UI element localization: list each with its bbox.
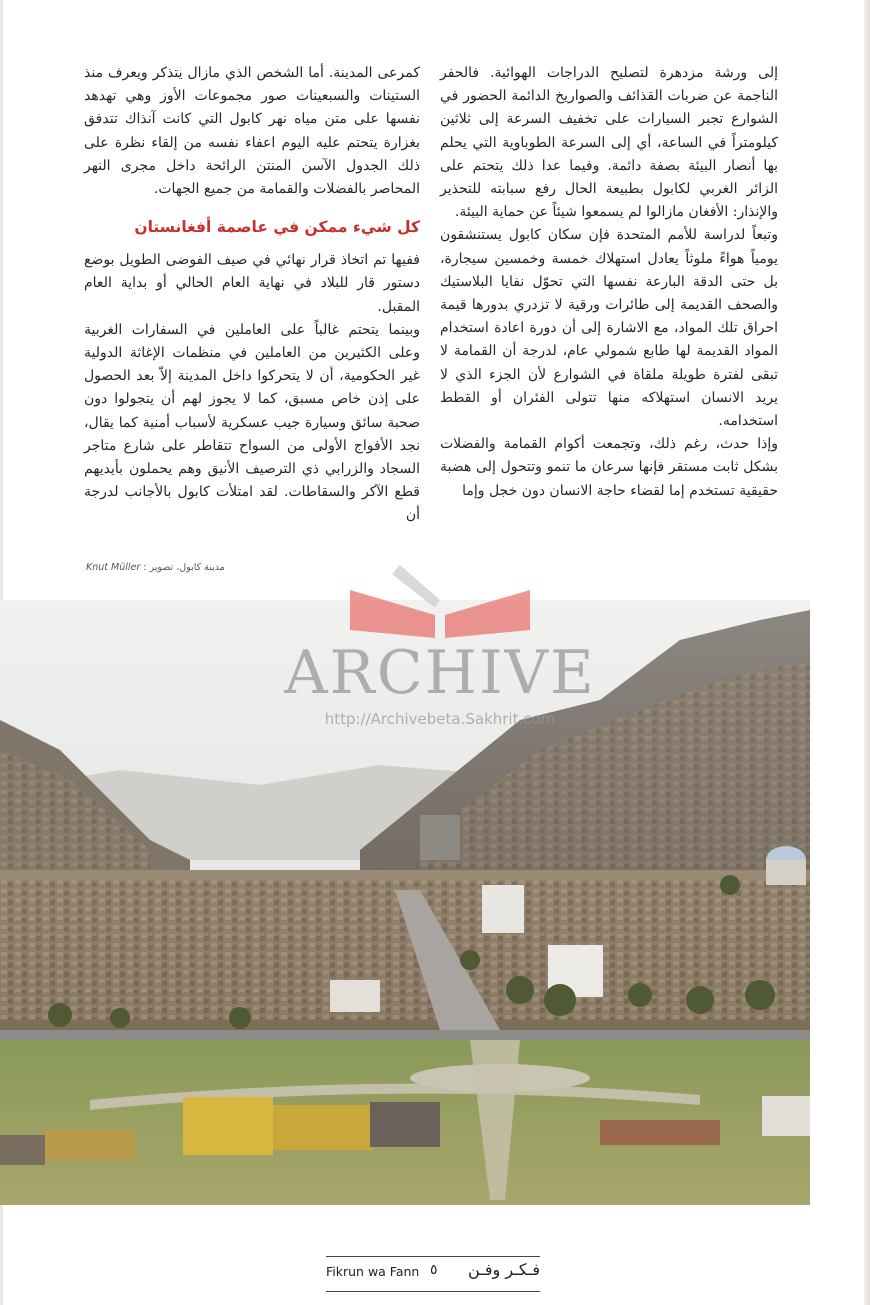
section-subheading: كل شيء ممكن في عاصمة أفغانستان [134,218,420,237]
photographer-credit: Knut Müller [86,562,141,573]
page-right-edge [864,0,870,1305]
page-number: ٥ [430,1262,438,1278]
magazine-name-arabic: فـكـر وفـن [467,1260,540,1279]
paragraph: وتبعاً لدراسة للأمم المتحدة فإن سكان كابول يستنشقون يومياً هواءً ملوثاً يعادل استهلاك خمسة وخمسين سيجارة، بل حتى الدقة البارعة نفسها التي تحوّل نفايا البلاستيك والصحف القديمة إلى طائرات ورقية لا تزدري بدورها قيمة احراق تلك المواد، مع الاشارة إلى أن دورة اعادة استخدام المواد القديمة لها طابع شمولي عام، لدرجة أن القمامة لا تبقى لفترة طويلة ملقاة في الشوارع لأن الجزء الذي لا يريد الانسان استهلاكه منها تتولى الفئران أو القطط استخدامه. [440,227,778,430]
article-column-right [440,62,778,503]
magazine-name-latin: Fikrun wa Fann [326,1264,420,1279]
article-column-left [84,62,420,528]
paragraph: وإذا حدث، رغم ذلك، وتجمعت أكوام القمامة والفضلات بشكل ثابت مستقر فإنها سرعان ما تنمو وتتحول إلى هضبة حقيقية تستخدم إما لقضاء حاجة الانسان دون خجل وإما [440,436,778,499]
book-logo-icon [260,560,620,640]
paragraph: وبينما يتحتم غالباً على العاملين في السفارات الغربية وعلى الكثيرين من العاملين في منظمات الإغاثة الدولية غير الحكومية، أن لا يتحركوا داخل المدينة إلاّ بعد الحصول على إذن خاص مسبق، كما لا يجوز لهم أن يتجولوا دون صحبة سائق وسيارة جيب عسكرية لأسباب أمنية كما يقال، نجد الأفواج الأولى من السواح تتقاطر على شارع متاجر السجاد والزرابي ذي الترصيف الأنيق وهم يحملون بأيديهم قطع الآكر والسقاطات. لقد امتلأت كابول بالأجانب لدرجة أن [84,321,420,524]
paragraph: إلى ورشة مزدهرة لتصليح الدراجات الهوائية. فالحفر الناجمة عن ضربات القذائف والصواريخ الدائمة الحضور في الشوارع تجبر السيارات على تخفيف السرعة إلى ثلاثين كيلومتراً في الساعة، أي إلى السرعة الطوباوية التي يحلم بها أنصار البيئة بصفة دائمة. وفيما عدا ذلك يتحتم على الزائر الغربي لكابول بطبيعة الحال رفع سبابته للتحذير والإنذار: الأفغان مازالوا لم يسمعوا شيئاً عن حماية البيئة. [440,65,778,221]
paragraph: ففيها تم اتخاذ قرار نهائي في صيف الفوضى الطويل بوضع دستور قار للبلاد في نهاية العام الحالي أو بداية العام المقبل. [84,252,420,315]
paragraph: كمرعى المدينة. أما الشخص الذي مازال يتذكر ويعرف منذ الستينات والسبعينات صور مجموعات الأوز وهي تهدهد نفسها على متن مياه نهر كابول التي كانت آنذاك تتدفق بغزارة يتحتم عليه اليوم اعفاء نفسه من إلقاء نظرة على ذلك الجدول الآسن المنتن الرائحة داخل مجرى النهر المحاصر بالفضلات والقمامة من جميع الجهات. [84,65,420,198]
page-footer [326,1256,540,1292]
archive-watermark [260,560,620,760]
watermark-url: http://Archivebeta.Sakhrit.com [324,710,556,728]
caption-text: مدينة كابول، تصوير : [143,562,225,573]
watermark-title: ARCHIVE [284,638,596,708]
